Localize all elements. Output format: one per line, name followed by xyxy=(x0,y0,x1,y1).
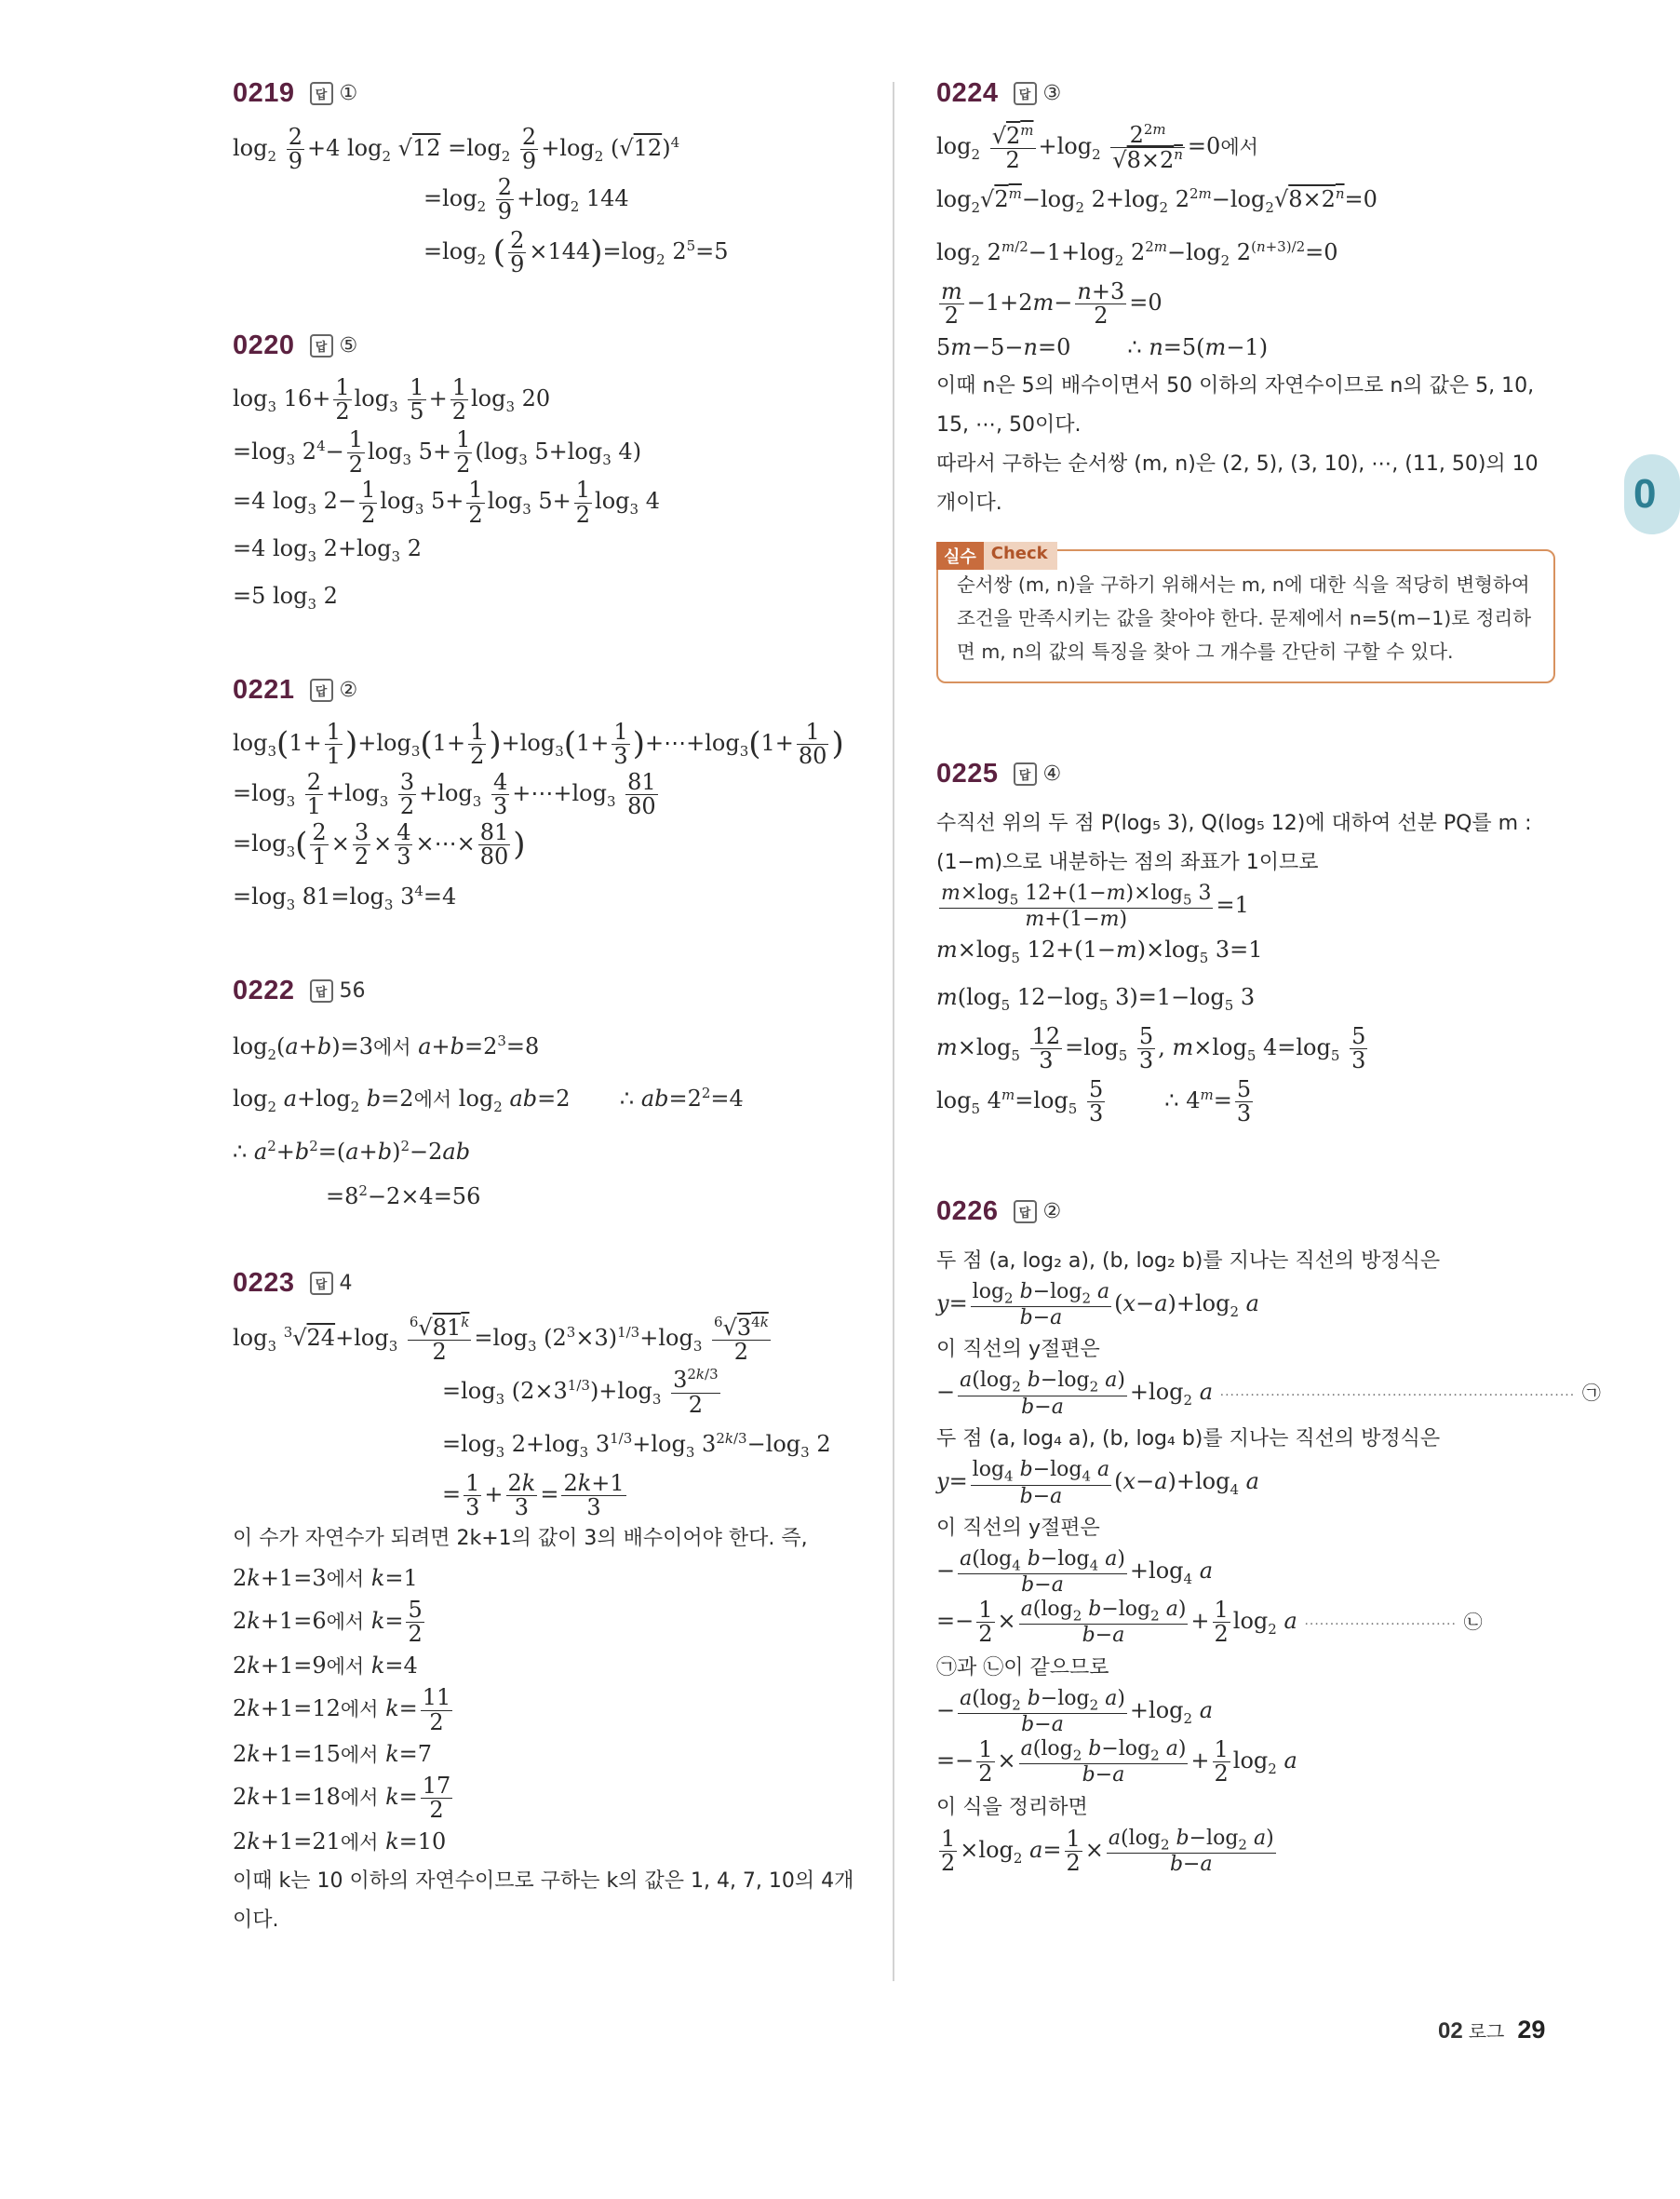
math-line: 5m−5−n=0 ∴ n=5(m−1) xyxy=(936,333,1269,360)
mistake-check-box xyxy=(936,543,1555,683)
math-line: $=\log_3$ $81=\log_3$ $3^4=4$ xyxy=(233,882,457,913)
chapter-number: 02 xyxy=(1438,2018,1463,2044)
explanation-text: ㉠과 ㉡이 같으므로 xyxy=(936,1656,1109,1680)
problem-0221 xyxy=(233,672,856,924)
problem-0220 xyxy=(233,328,856,624)
answer-value: 4 xyxy=(339,1271,353,1295)
column-divider xyxy=(893,82,894,1981)
explanation-text: 두 점 (a, log₄ a), (b, log₄ b)를 지나는 직선의 방정식은 xyxy=(936,1427,1441,1451)
answer-icon: 답 xyxy=(310,334,333,358)
answer-icon: 답 xyxy=(310,1272,333,1295)
problem-0219 xyxy=(233,74,856,279)
problem-0226 xyxy=(936,1194,1601,1879)
math-line: $=\log_2$ ( $\frac{2}{9}$ $\times 144)=\log_2$ $2^5=5$ xyxy=(423,226,729,277)
math-line: $=\log_2$ $\frac{2}{9}$ $+\log_2$ 144 xyxy=(423,173,629,224)
math-line: =5 $\log_3 2$ xyxy=(233,583,338,613)
math-line: $\frac{m}{2}$ −1+2m− $\frac{n+3}{2}$ =0 xyxy=(941,277,1163,329)
math-line: $\log_3 ^3√24+\log_3$ $\frac{^6√81^k}{2}$ $=\log_3$ $(2^3\times 3)^{1/3}+\log_3$ $\frac{^6√3^{4k}}{2}$ xyxy=(233,1313,769,1365)
answer-value: 56 xyxy=(339,979,366,1004)
page-number: 29 xyxy=(1517,2016,1546,2044)
problem-number: 0221 xyxy=(233,675,295,706)
math-line: $=\log_3$ $2^4-$ $\frac{1}{2}$ $\log_3 5+$ $\frac{1}{2}$ ($\log_3$ $5+\log_3$ 4) xyxy=(233,426,642,478)
math-line: 2k+1=18에서 k= $\frac{17}{2}$ xyxy=(233,1772,451,1823)
math-line: $\log_5 4^m=\log_5$ $\frac{5}{3}$ ∴ $4^m=$ $\frac{5}{3}$ xyxy=(936,1075,1252,1126)
math-line: y= $\frac{\log_4 b-\log_4 a}{b-a}$ $(x-a)+\log_4$ a xyxy=(936,1458,1259,1508)
page-footer xyxy=(1438,2016,1545,2044)
math-line: y= $\frac{\log_2 b-\log_2 a}{b-a}$ $(x-a)+\log_2$ a xyxy=(936,1279,1259,1329)
math-line: − $\frac{a(\log_2 b-\log_2 a)}{b-a}$ $+\log_2$ a xyxy=(936,1687,1214,1737)
check-badge: 실수 Check xyxy=(936,542,1057,570)
math-line: $\frac{m\times\log_5 12+(1-m)\times\log_5 3}{m+(1-m)}$ =1 xyxy=(941,881,1249,932)
math-line: $=\log_3$ $2+\log_3$ $3^{1/3}+\log_3$ $3^{2k/3}-\log_3$ 2 xyxy=(442,1429,831,1461)
math-line: $\log_2(a+b)=3$에서 $a+b=2^3=8$ xyxy=(233,1032,540,1063)
answer-icon: 답 xyxy=(1014,762,1037,786)
math-line: =− $\frac{1}{2}$ × $\frac{a(\log_2 b-\log_2 a)}{b-a}$ + $\frac{1}{2}$ $\log_2 a$ xyxy=(936,1736,1297,1788)
math-line: = $\frac{1}{3}$ + $\frac{2k}{3}$ = $\frac{2k+1}{3}$ xyxy=(442,1469,625,1520)
math-line: $m\times\log_5$ $\frac{12}{3}$ $=\log_5$ $\frac{5}{3}$ , $m\times\log_5$ $4=\log_5$ $\frac{5}{3}$ xyxy=(936,1022,1366,1073)
math-line: $m\times\log_5$ $12+(1-m)\times\log_5$ 3=1 xyxy=(936,937,1263,966)
math-line: $=8^2-2\times 4=56$ xyxy=(326,1182,481,1210)
problem-number: 0220 xyxy=(233,331,295,361)
answer-icon: 답 xyxy=(1014,1200,1037,1223)
problem-number: 0226 xyxy=(936,1196,999,1227)
math-line: $\log_2√2^m-\log_2$ $2+\log_2$ $2^{2m}-\log_2√8\times 2^n=0$ xyxy=(936,184,1378,216)
problem-number: 0222 xyxy=(233,976,295,1006)
math-line: $\log_2 a+\log_2$ b=2에서 $\log_2 ab=2$ ∴ $ab=2^2=4$ xyxy=(233,1085,744,1116)
explanation-text: 이 직선의 y절편은 xyxy=(936,1338,1100,1362)
problem-0224 xyxy=(936,74,1555,683)
answer-value: ② xyxy=(339,679,358,703)
math-line: 2k+1=21에서 k=10 xyxy=(233,1828,447,1855)
answer-value: ⑤ xyxy=(339,334,358,358)
math-line: $\log_2$ $\frac{2}{9}$ +4 $\log_2 √12 =\log_2$ $\frac{2}{9}$ $+\log_2$ $(√12)^4$ xyxy=(233,123,680,174)
check-text: 순서쌍 (m, n)을 구하기 위해서는 m, n에 대한 식을 적당히 변형하여 조건을 만족시키는 값을 찾아야 한다. 문제에서 n=5(m−1)로 정리하면 m, n의 값의 특징을 찾아 그 개수를 간단히 구할 수 있다. xyxy=(936,549,1555,683)
problem-number: 0225 xyxy=(936,759,999,789)
math-line: $\log_3 16+$ $\frac{1}{2}$ $\log_3$ $\frac{1}{5}$ + $\frac{1}{2}$ $\log_3 20$ xyxy=(233,373,551,425)
math-line: =− $\frac{1}{2}$ × $\frac{a(\log_2 b-\log_2 a)}{b-a}$ + $\frac{1}{2}$ $\log_2 a$ ······························ ㉡ xyxy=(936,1597,1483,1648)
answer-value: ③ xyxy=(1042,81,1062,105)
answer-value: ① xyxy=(339,81,358,105)
right-column xyxy=(936,74,1601,1926)
math-line: $m(\log_5$ $12-\log_5$ $3)=1-\log_5$ 3 xyxy=(936,983,1256,1014)
answer-value: ② xyxy=(1042,1200,1062,1224)
math-line: $\log_2 2^{m/2}-1+\log_2$ $2^{2m}-\log_2$ $2^{(n+3)/2}=0$ xyxy=(936,237,1338,269)
explanation-text: 이때 k는 10 이하의 자연수이므로 구하는 k의 값은 1, 4, 7, 10의 4개이다. xyxy=(233,1869,854,1933)
explanation-text: 수직선 위의 두 점 P(log₅ 3), Q(log₅ 12)에 대하여 선분 PQ를 m : (1−m)으로 내분하는 점의 좌표가 1이므로 xyxy=(936,811,1532,874)
math-line: − $\frac{a(\log_2 b-\log_2 a)}{b-a}$ $+\log_2$ a ······································································ ㉠ xyxy=(936,1369,1601,1419)
answer-icon: 답 xyxy=(310,979,333,1003)
problem-number: 0219 xyxy=(233,77,295,108)
math-line: 2k+1=12에서 k= $\frac{11}{2}$ xyxy=(233,1684,451,1735)
explanation-text: 두 점 (a, log₂ a), (b, log₂ b)를 지나는 직선의 방정식은 xyxy=(936,1248,1441,1273)
problem-0222 xyxy=(233,973,856,1217)
math-line: $\log_2$ $\frac{√2^m}{2}$ $+\log_2$ $\frac{2^{2m}}{√8\times 2^n}$ =0에서 xyxy=(936,121,1258,174)
math-line: 2k+1=15에서 k=7 xyxy=(233,1740,433,1767)
explanation-text: 이 수가 자연수가 되려면 2k+1의 값이 3의 배수이어야 한다. 즉, xyxy=(233,1527,808,1551)
problem-0223 xyxy=(233,1264,856,1940)
math-line: 2k+1=9에서 k=4 xyxy=(233,1653,418,1680)
math-line: 2k+1=3에서 k=1 xyxy=(233,1565,418,1592)
chapter-side-tab: 0 xyxy=(1624,454,1680,534)
math-line: 2k+1=6에서 k= $\frac{5}{2}$ xyxy=(233,1597,423,1648)
answer-icon: 답 xyxy=(1014,82,1037,105)
problem-number: 0224 xyxy=(936,77,999,108)
chapter-title: 로그 xyxy=(1468,2020,1505,2043)
explanation-text: 따라서 구하는 순서쌍 (m, n)은 (2, 5), (3, 10), ⋯, (11, 50)의 10개이다. xyxy=(936,452,1539,515)
math-line: $=\log_3$ $(2\times 3^{1/3})+\log_3$ $\frac{3^{2k/3}}{2}$ xyxy=(442,1366,719,1418)
explanation-text: 이 식을 정리하면 xyxy=(936,1796,1088,1820)
problem-number: 0223 xyxy=(233,1267,295,1298)
answer-icon: 답 xyxy=(310,82,333,105)
explanation-text: 이 직선의 y절편은 xyxy=(936,1517,1100,1541)
math-line: =4 $\log_3 2+\log_3$ 2 xyxy=(233,535,422,566)
math-line: $\log_3(1+$ $\frac{1}{1}$ )$+\log_3(1+$ $\frac{1}{2}$ )$+\log_3(1+$ $\frac{1}{3}$ )$+\cdots+\log_3(1+$ $\frac{1}{80}$ ) xyxy=(233,718,844,770)
math-line: ∴ $a^2+b^2=(a+b)^2-2ab$ xyxy=(233,1138,471,1166)
math-line: =4 $\log_3 2-$ $\frac{1}{2}$ $\log_3 5+$ $\frac{1}{2}$ $\log_3 5+$ $\frac{1}{2}$ $\log_3 4$ xyxy=(233,477,660,528)
math-line: − $\frac{a(\log_4 b-\log_4 a)}{b-a}$ $+\log_4$ a xyxy=(936,1547,1214,1598)
answer-value: ④ xyxy=(1042,762,1062,787)
answer-icon: 답 xyxy=(310,679,333,702)
math-line: $=\log_3$( $\frac{2}{1}$ × $\frac{3}{2}$ × $\frac{4}{3}$ ×⋯× $\frac{81}{80}$ ) xyxy=(233,818,526,870)
left-column xyxy=(233,74,856,1989)
problem-0225 xyxy=(936,756,1555,1128)
math-line: $=\log_3$ $\frac{2}{1}$ $+\log_3$ $\frac{3}{2}$ $+\log_3$ $\frac{4}{3}$ $+\cdots+\log_3$ $\frac{81}{80}$ xyxy=(233,768,656,820)
explanation-text: 이때 n은 5의 배수이면서 50 이하의 자연수이므로 n의 값은 5, 10, 15, ⋯, 50이다. xyxy=(936,373,1535,437)
math-line: $\frac{1}{2}$ $\times\log_2$ a= $\frac{1}{2}$ × $\frac{a(\log_2 b-\log_2 a)}{b-a}$ xyxy=(941,1826,1274,1877)
